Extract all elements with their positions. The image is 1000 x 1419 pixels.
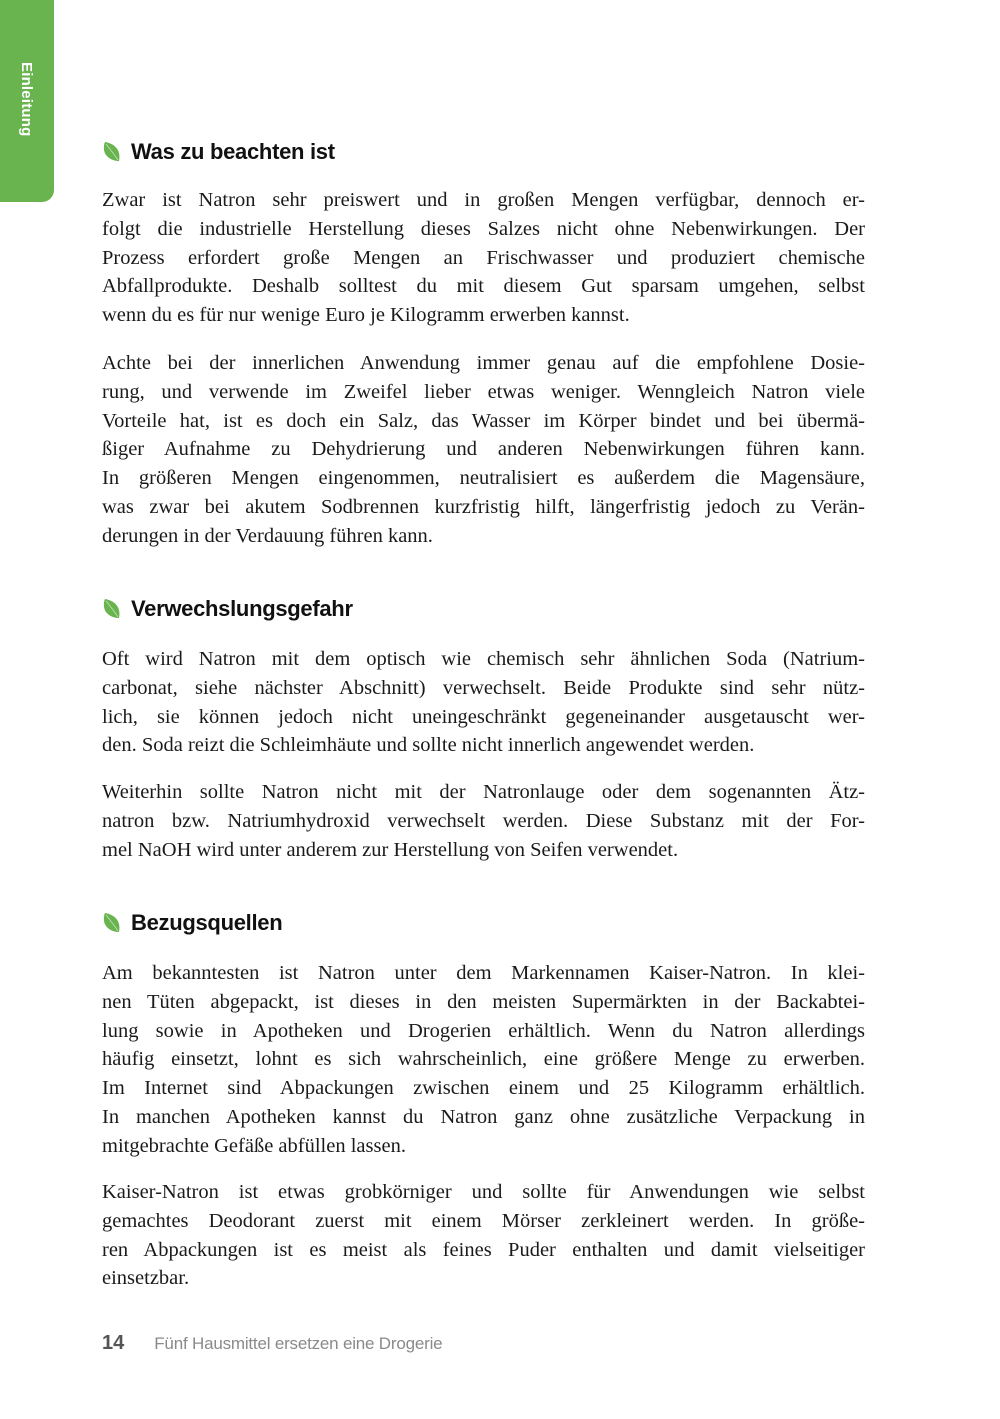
page-number: 14 xyxy=(102,1332,125,1354)
text-line: Oft wird Natron mit dem optisch wie chemisch sehr ähnlichen Soda (Natrium- xyxy=(102,648,865,670)
chapter-side-tab xyxy=(0,0,54,202)
text-line: Am bekanntesten ist Natron unter dem Markennamen Kaiser-Natron. In klei- xyxy=(102,962,865,984)
text-line: Prozess erfordert große Mengen an Frischwasser und produziert chemische xyxy=(102,246,865,269)
paragraph xyxy=(102,1178,865,1293)
page-footer xyxy=(102,1332,442,1355)
text-line: ßiger Aufnahme zu Dehydrierung und anderen Nebenwirkungen führen kann. xyxy=(102,438,865,461)
text-line: lung sowie in Apotheken und Drogerien erhältlich. Wenn du Natron allerdings xyxy=(102,1019,865,1042)
text-line: natron bzw. Natriumhydroxid verwechselt werden. Diese Substanz mit der For- xyxy=(102,809,865,832)
text-line: Weiterhin sollte Natron nicht mit der Natronlauge oder dem sogenannten Ätz- xyxy=(102,781,865,803)
text-line: ren Abpackungen ist es meist als feines Puder enthalten und damit vielseitiger xyxy=(102,1238,865,1261)
section-heading-verwechslungsgefahr xyxy=(102,596,353,622)
text-line: Abfallprodukte. Deshalb solltest du mit diesem Gut sparsam umgehen, selbst xyxy=(102,275,865,298)
text-line: In größeren Mengen eingenommen, neutralisiert es außerdem die Magensäure, xyxy=(102,467,865,490)
paragraph xyxy=(102,959,865,1161)
section-title: Bezugsquellen xyxy=(131,910,283,935)
text-line: Im Internet sind Abpackungen zwischen einem und 25 Kilogramm erhältlich. xyxy=(102,1077,865,1100)
paragraph xyxy=(102,645,865,760)
text-line: folgt die industrielle Herstellung dieses Salzes nicht ohne Nebenwirkungen. Der xyxy=(102,217,865,240)
text-line: rung, und verwende im Zweifel lieber etwas weniger. Wenngleich Natron viele xyxy=(102,380,865,403)
text-line: lich, sie können jedoch nicht uneingeschränkt gegeneinander ausgetauscht wer- xyxy=(102,705,865,728)
section-heading-was-zu-beachten xyxy=(102,139,335,165)
section-title: Was zu beachten ist xyxy=(131,139,335,164)
leaf-icon xyxy=(102,912,122,934)
paragraph xyxy=(102,349,865,551)
text-line: einsetzbar. xyxy=(102,1267,190,1290)
text-line: derungen in der Verdauung führen kann. xyxy=(102,524,433,547)
section-title: Verwechslungsgefahr xyxy=(131,596,353,621)
text-line: carbonat, siehe nächster Abschnitt) verwechselt. Beide Produkte sind sehr nütz- xyxy=(102,676,865,699)
text-line: Zwar ist Natron sehr preiswert und in großen Mengen verfügbar, dennoch er- xyxy=(102,189,865,211)
chapter-tab-label: Einleitung xyxy=(18,62,35,137)
section-heading-bezugsquellen xyxy=(102,910,282,936)
text-line: häufig einsetzt, lohnt es sich wahrscheinlich, eine größere Menge zu erwerben. xyxy=(102,1048,865,1071)
book-title: Fünf Hausmittel ersetzen eine Drogerie xyxy=(154,1334,443,1353)
paragraph xyxy=(102,186,865,330)
text-line: wenn du es für nur wenige Euro je Kilogramm erwerben kannst. xyxy=(102,304,630,327)
text-line: was zwar bei akutem Sodbrennen kurzfristig hilft, längerfristig jedoch zu Verän- xyxy=(102,495,865,518)
text-line: den. Soda reizt die Schleimhäute und sollte nicht innerlich angewendet werden. xyxy=(102,734,755,757)
text-line: gemachtes Deodorant zuerst mit einem Mörser zerkleinert werden. In größe- xyxy=(102,1209,865,1232)
text-line: nen Tüten abgepackt, ist dieses in den meisten Supermärkten in der Backabtei- xyxy=(102,990,865,1013)
leaf-icon xyxy=(102,141,122,163)
paragraph xyxy=(102,778,865,864)
text-line: In manchen Apotheken kannst du Natron ganz ohne zusätzliche Verpackung in xyxy=(102,1105,865,1128)
text-line: Achte bei der innerlichen Anwendung immer genau auf die empfohlene Dosie- xyxy=(102,352,865,374)
leaf-icon xyxy=(102,598,122,620)
text-line: mitgebrachte Gefäße abfüllen lassen. xyxy=(102,1134,406,1157)
text-line: mel NaOH wird unter anderem zur Herstellung von Seifen verwendet. xyxy=(102,838,679,861)
text-line: Kaiser-Natron ist etwas grobkörniger und sollte für Anwendungen wie selbst xyxy=(102,1181,865,1203)
text-line: Vorteile hat, ist es doch ein Salz, das Wasser im Körper bindet und bei übermä- xyxy=(102,409,865,432)
